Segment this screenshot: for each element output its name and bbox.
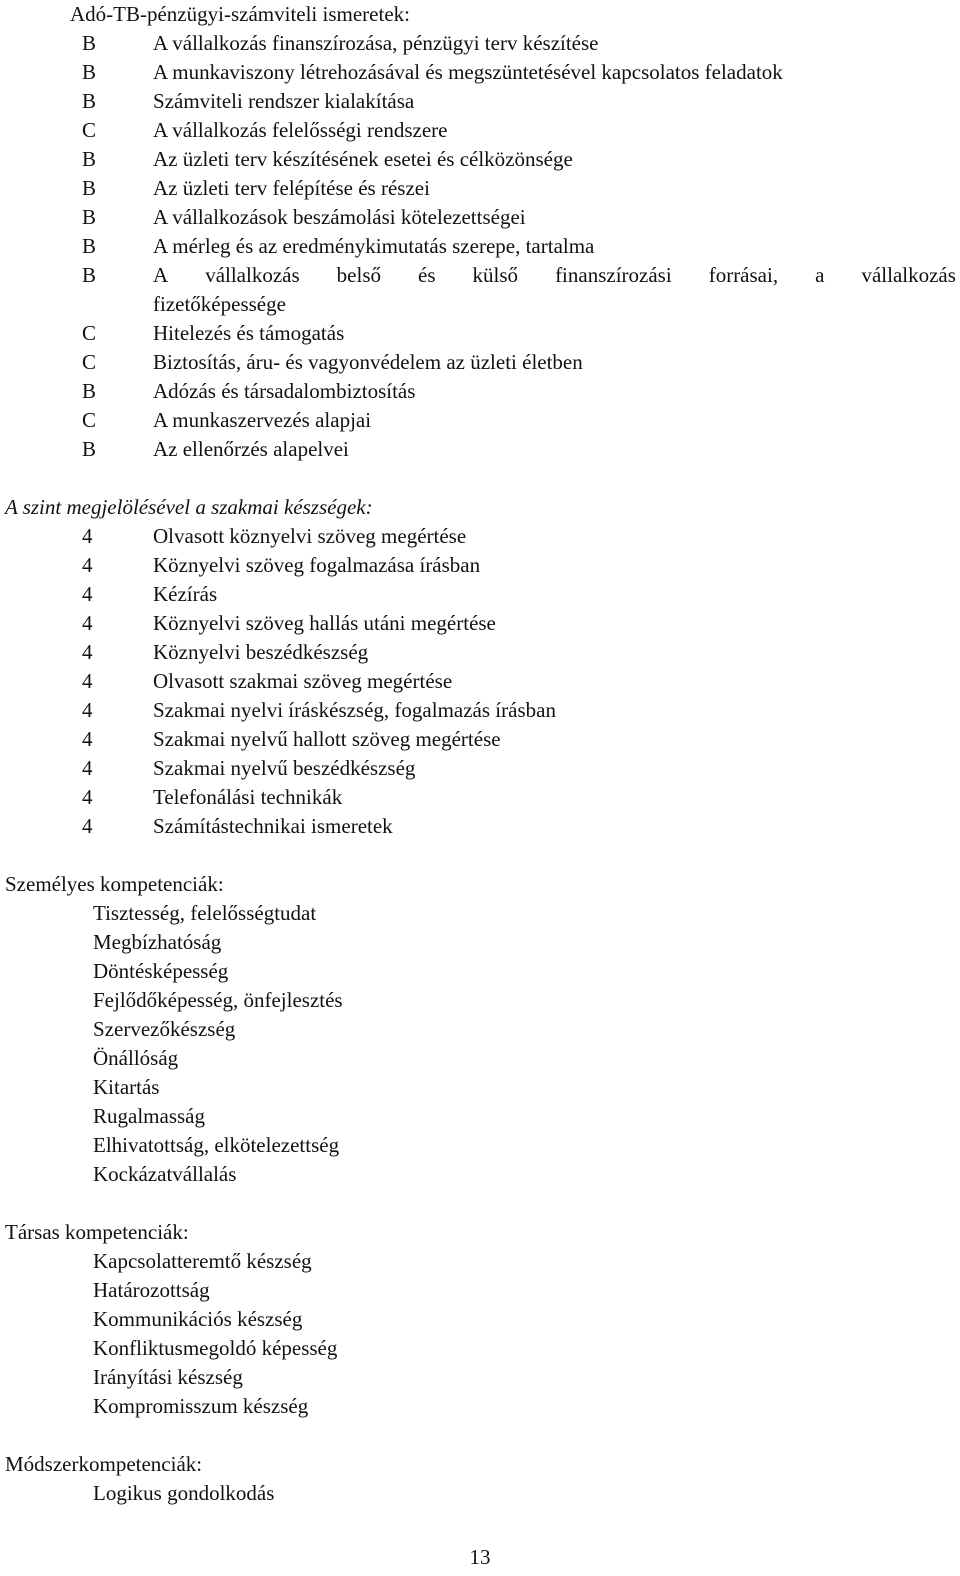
list-item: Megbízhatóság bbox=[93, 930, 222, 954]
list-item bbox=[82, 116, 956, 145]
item-text: A vállalkozás finanszírozása, pénzügyi terv készítése bbox=[153, 31, 599, 55]
list-item: Logikus gondolkodás bbox=[93, 1481, 275, 1505]
list-item bbox=[82, 348, 956, 377]
level-code: 4 bbox=[82, 669, 93, 693]
list-item: Rugalmasság bbox=[93, 1104, 205, 1128]
list-item bbox=[82, 638, 956, 667]
item-text: Szakmai nyelvű hallott szöveg megértése bbox=[153, 727, 501, 751]
item-text: Szakmai nyelvi íráskészség, fogalmazás írásban bbox=[153, 698, 556, 722]
item-text: Olvasott szakmai szöveg megértése bbox=[153, 669, 453, 693]
level-code: B bbox=[82, 147, 97, 171]
level-code: B bbox=[82, 379, 97, 403]
level-code: 4 bbox=[82, 640, 93, 664]
page-number: 13 bbox=[469, 1545, 491, 1569]
item-text: Az üzleti terv felépítése és részei bbox=[153, 176, 430, 200]
item-text: Hitelezés és támogatás bbox=[153, 321, 345, 345]
item-text: Szakmai nyelvű beszédkészség bbox=[153, 756, 416, 780]
level-code: 4 bbox=[82, 727, 93, 751]
list-item: Fejlődőképesség, önfejlesztés bbox=[93, 988, 343, 1012]
list-item bbox=[82, 696, 956, 725]
level-code: B bbox=[82, 89, 97, 113]
list-item bbox=[82, 754, 956, 783]
level-code: 4 bbox=[82, 756, 93, 780]
list-item: Kommunikációs készség bbox=[93, 1307, 303, 1331]
list-item: Kompromisszum készség bbox=[93, 1394, 309, 1418]
list-item: Elhivatottság, elkötelezettség bbox=[93, 1133, 340, 1157]
item-text: A munkaszervezés alapjai bbox=[153, 408, 372, 432]
level-code: 4 bbox=[82, 582, 93, 606]
level-code: 4 bbox=[82, 611, 93, 635]
level-code: B bbox=[82, 205, 97, 229]
level-code: C bbox=[82, 321, 97, 345]
list-item bbox=[82, 580, 956, 609]
list-item: Szervezőkészség bbox=[93, 1017, 236, 1041]
section-title-szemelyes: Személyes kompetenciák: bbox=[5, 872, 224, 896]
list-item: Tisztesség, felelősségtudat bbox=[93, 901, 317, 925]
level-code: B bbox=[82, 263, 97, 287]
level-code: C bbox=[82, 118, 97, 142]
list-item bbox=[82, 174, 956, 203]
word: vállalkozás bbox=[861, 263, 956, 287]
list-item: Döntésképesség bbox=[93, 959, 229, 983]
list-item bbox=[82, 377, 956, 406]
level-code: 4 bbox=[82, 814, 93, 838]
list-item bbox=[82, 261, 956, 290]
list-item bbox=[82, 783, 956, 812]
level-code: 4 bbox=[82, 785, 93, 809]
list-item bbox=[82, 406, 956, 435]
item-text: Az ellenőrzés alapelvei bbox=[153, 437, 349, 461]
item-text: Köznyelvi szöveg fogalmazása írásban bbox=[153, 553, 481, 577]
word: külső bbox=[472, 263, 519, 287]
list-item bbox=[82, 551, 956, 580]
item-text: Köznyelvi beszédkészség bbox=[153, 640, 369, 664]
item-text: Biztosítás, áru- és vagyonvédelem az üzleti életben bbox=[153, 350, 583, 374]
list-item: Kitartás bbox=[93, 1075, 160, 1099]
word: A bbox=[153, 263, 169, 287]
word: és bbox=[418, 263, 436, 287]
word: vállalkozás bbox=[205, 263, 300, 287]
item-text: Olvasott köznyelvi szöveg megértése bbox=[153, 524, 467, 548]
item-text: Kézírás bbox=[153, 582, 218, 606]
list-item bbox=[82, 29, 956, 58]
item-text: Az üzleti terv készítésének esetei és célközönsége bbox=[153, 147, 573, 171]
level-code: C bbox=[82, 408, 97, 432]
list-item: Konfliktusmegoldó képesség bbox=[93, 1336, 338, 1360]
list-item: Önállóság bbox=[93, 1046, 179, 1070]
list-item bbox=[82, 232, 956, 261]
item-text: Adózás és társadalombiztosítás bbox=[153, 379, 416, 403]
list-item bbox=[82, 87, 956, 116]
list-item bbox=[82, 609, 956, 638]
section-title-tarsas: Társas kompetenciák: bbox=[5, 1220, 189, 1244]
section-title-modszer: Módszerkompetenciák: bbox=[5, 1452, 203, 1476]
section-title-ado: Adó-TB-pénzügyi-számviteli ismeretek: bbox=[70, 2, 410, 26]
word: finanszírozási bbox=[555, 263, 672, 287]
word: forrásai, bbox=[708, 263, 779, 287]
item-text: Telefonálási technikák bbox=[153, 785, 343, 809]
list-item bbox=[82, 319, 956, 348]
level-code: B bbox=[82, 60, 97, 84]
level-code: 4 bbox=[82, 524, 93, 548]
list-item: Irányítási készség bbox=[93, 1365, 243, 1389]
word: belső bbox=[336, 263, 381, 287]
level-code: B bbox=[82, 176, 97, 200]
level-code: 4 bbox=[82, 553, 93, 577]
list-item bbox=[82, 145, 956, 174]
list-item bbox=[82, 58, 956, 87]
list-item: Határozottság bbox=[93, 1278, 210, 1302]
item-text: A vállalkozás felelősségi rendszere bbox=[153, 118, 448, 142]
list-item bbox=[82, 203, 956, 232]
item-text: Számviteli rendszer kialakítása bbox=[153, 89, 415, 113]
item-text: Köznyelvi szöveg hallás utáni megértése bbox=[153, 611, 496, 635]
level-code: B bbox=[82, 234, 97, 258]
section-title-szakmai: A szint megjelölésével a szakmai készségek: bbox=[5, 495, 373, 519]
word: a bbox=[815, 263, 825, 287]
item-text: A munkaviszony létrehozásával és megszüntetésével kapcsolatos feladatok bbox=[153, 60, 783, 84]
list-item: Kockázatvállalás bbox=[93, 1162, 237, 1186]
list-item bbox=[82, 812, 956, 841]
list-item: Kapcsolatteremtő készség bbox=[93, 1249, 312, 1273]
list-item bbox=[82, 725, 956, 754]
item-text: A vállalkozások beszámolási kötelezettségei bbox=[153, 205, 526, 229]
level-code: B bbox=[82, 31, 97, 55]
item-text: Számítástechnikai ismeretek bbox=[153, 814, 393, 838]
level-code: B bbox=[82, 437, 97, 461]
list-item bbox=[82, 435, 956, 464]
item-text: A mérleg és az eredménykimutatás szerepe, tartalma bbox=[153, 234, 595, 258]
item-text-continuation: fizetőképessége bbox=[153, 292, 286, 316]
level-code: C bbox=[82, 350, 97, 374]
item-text-justified bbox=[153, 261, 956, 290]
list-item bbox=[82, 522, 956, 551]
level-code: 4 bbox=[82, 698, 93, 722]
list-item bbox=[82, 667, 956, 696]
